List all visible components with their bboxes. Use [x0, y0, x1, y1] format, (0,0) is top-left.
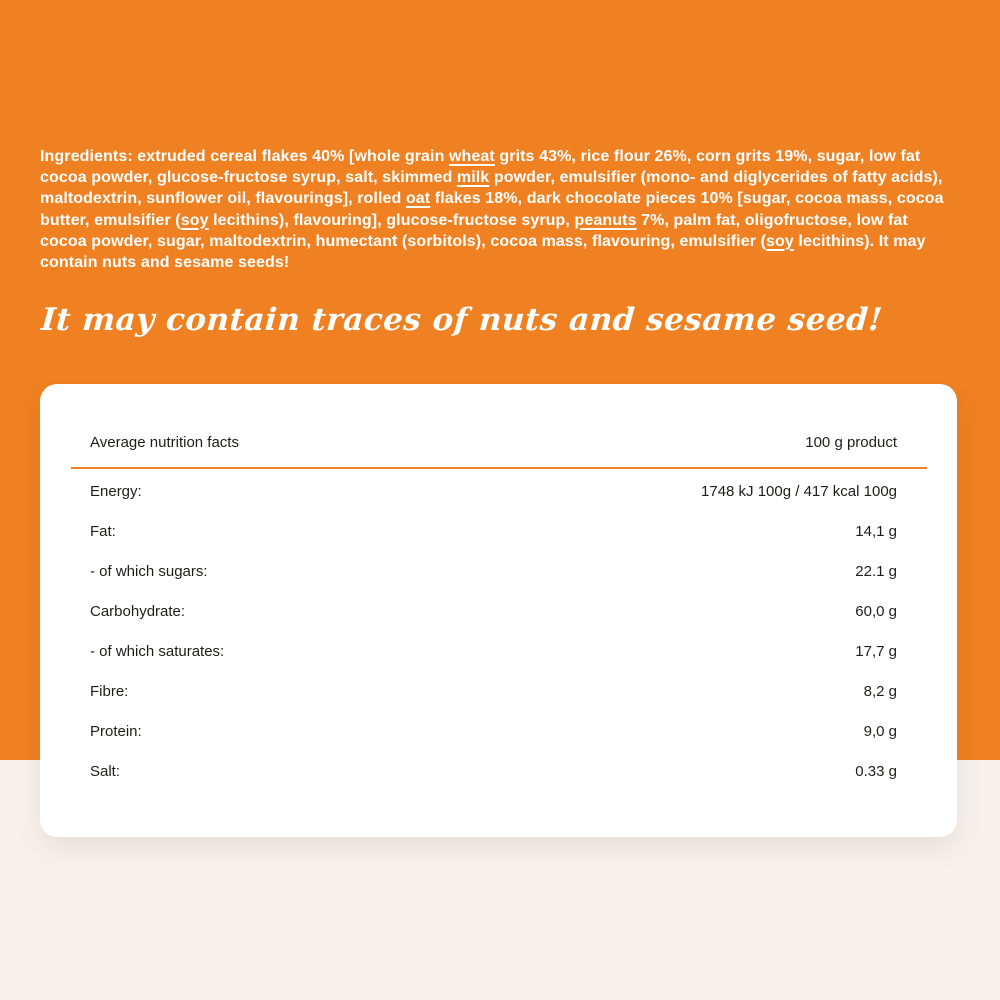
row-value: 9,0 g	[863, 722, 897, 740]
allergen-term: oat	[405, 190, 431, 208]
ingredients-text-segment: 7%, palm fat, oligofructose, low fat cocoa powder, sugar, maltodextrin, humectant (sorbitols), cocoa mass, flavouring, emulsifier (	[40, 211, 908, 250]
table-header-right: 100 g product	[805, 434, 897, 451]
allergen-note: It may contain traces of nuts and sesame seed!	[40, 302, 884, 338]
table-row	[40, 671, 957, 711]
row-label: - of which saturates:	[90, 642, 225, 660]
ingredients-paragraph	[40, 146, 948, 273]
row-value: 14,1 g	[855, 522, 897, 540]
row-label: Salt:	[90, 762, 121, 780]
row-value: 22.1 g	[855, 562, 897, 580]
row-value: 17,7 g	[855, 642, 897, 660]
allergen-term: soy	[180, 211, 209, 229]
ingredients-text-segment: lecithins). It may contain nuts and sesame seeds!	[40, 232, 926, 272]
nutrition-card	[40, 384, 957, 837]
allergen-term: wheat	[449, 148, 495, 165]
nutrition-rows	[40, 471, 957, 791]
header-divider	[71, 467, 927, 469]
ingredients-text-segment: grits 43%, rice flour 26%, corn grits 19%, sugar, low fat cocoa powder, glucose-fructose syrup, salt, skimmed	[40, 148, 921, 187]
nutrition-table-header	[40, 384, 957, 467]
row-label: Fat:	[90, 522, 116, 540]
allergen-term: peanuts	[574, 211, 637, 229]
row-label: Fibre:	[90, 682, 129, 700]
table-row	[40, 551, 957, 591]
table-row	[40, 751, 957, 791]
table-row	[40, 591, 957, 631]
ingredients-text-segment: lecithins), flavouring], glucose-fructose syrup,	[208, 211, 575, 229]
ingredients-text-segment: flakes 18%, dark chocolate pieces 10% [sugar, cocoa mass, cocoa butter, emulsifier (	[40, 190, 944, 229]
table-header-left: Average nutrition facts	[90, 434, 239, 451]
allergen-term: milk	[456, 169, 490, 187]
row-label: - of which sugars:	[90, 562, 208, 580]
table-row	[40, 471, 957, 511]
allergen-term: soy	[766, 232, 794, 250]
row-value: 0.33 g	[855, 762, 897, 780]
row-value: 60,0 g	[855, 602, 897, 620]
row-value: 1748 kJ 100g / 417 kcal 100g	[701, 482, 897, 500]
table-row	[40, 511, 957, 551]
row-value: 8,2 g	[863, 682, 897, 700]
ingredients-text-segment: powder, emulsifier (mono- and diglycerides of fatty acids), maltodextrin, sunflower oil, flavourings], rolled	[40, 169, 943, 208]
table-row	[40, 711, 957, 751]
table-row	[40, 631, 957, 671]
row-label: Protein:	[90, 722, 142, 740]
row-label: Energy:	[90, 482, 142, 500]
ingredients-text-segment: Ingredients: extruded cereal flakes 40% [whole grain	[40, 148, 449, 165]
row-label: Carbohydrate:	[90, 602, 186, 620]
